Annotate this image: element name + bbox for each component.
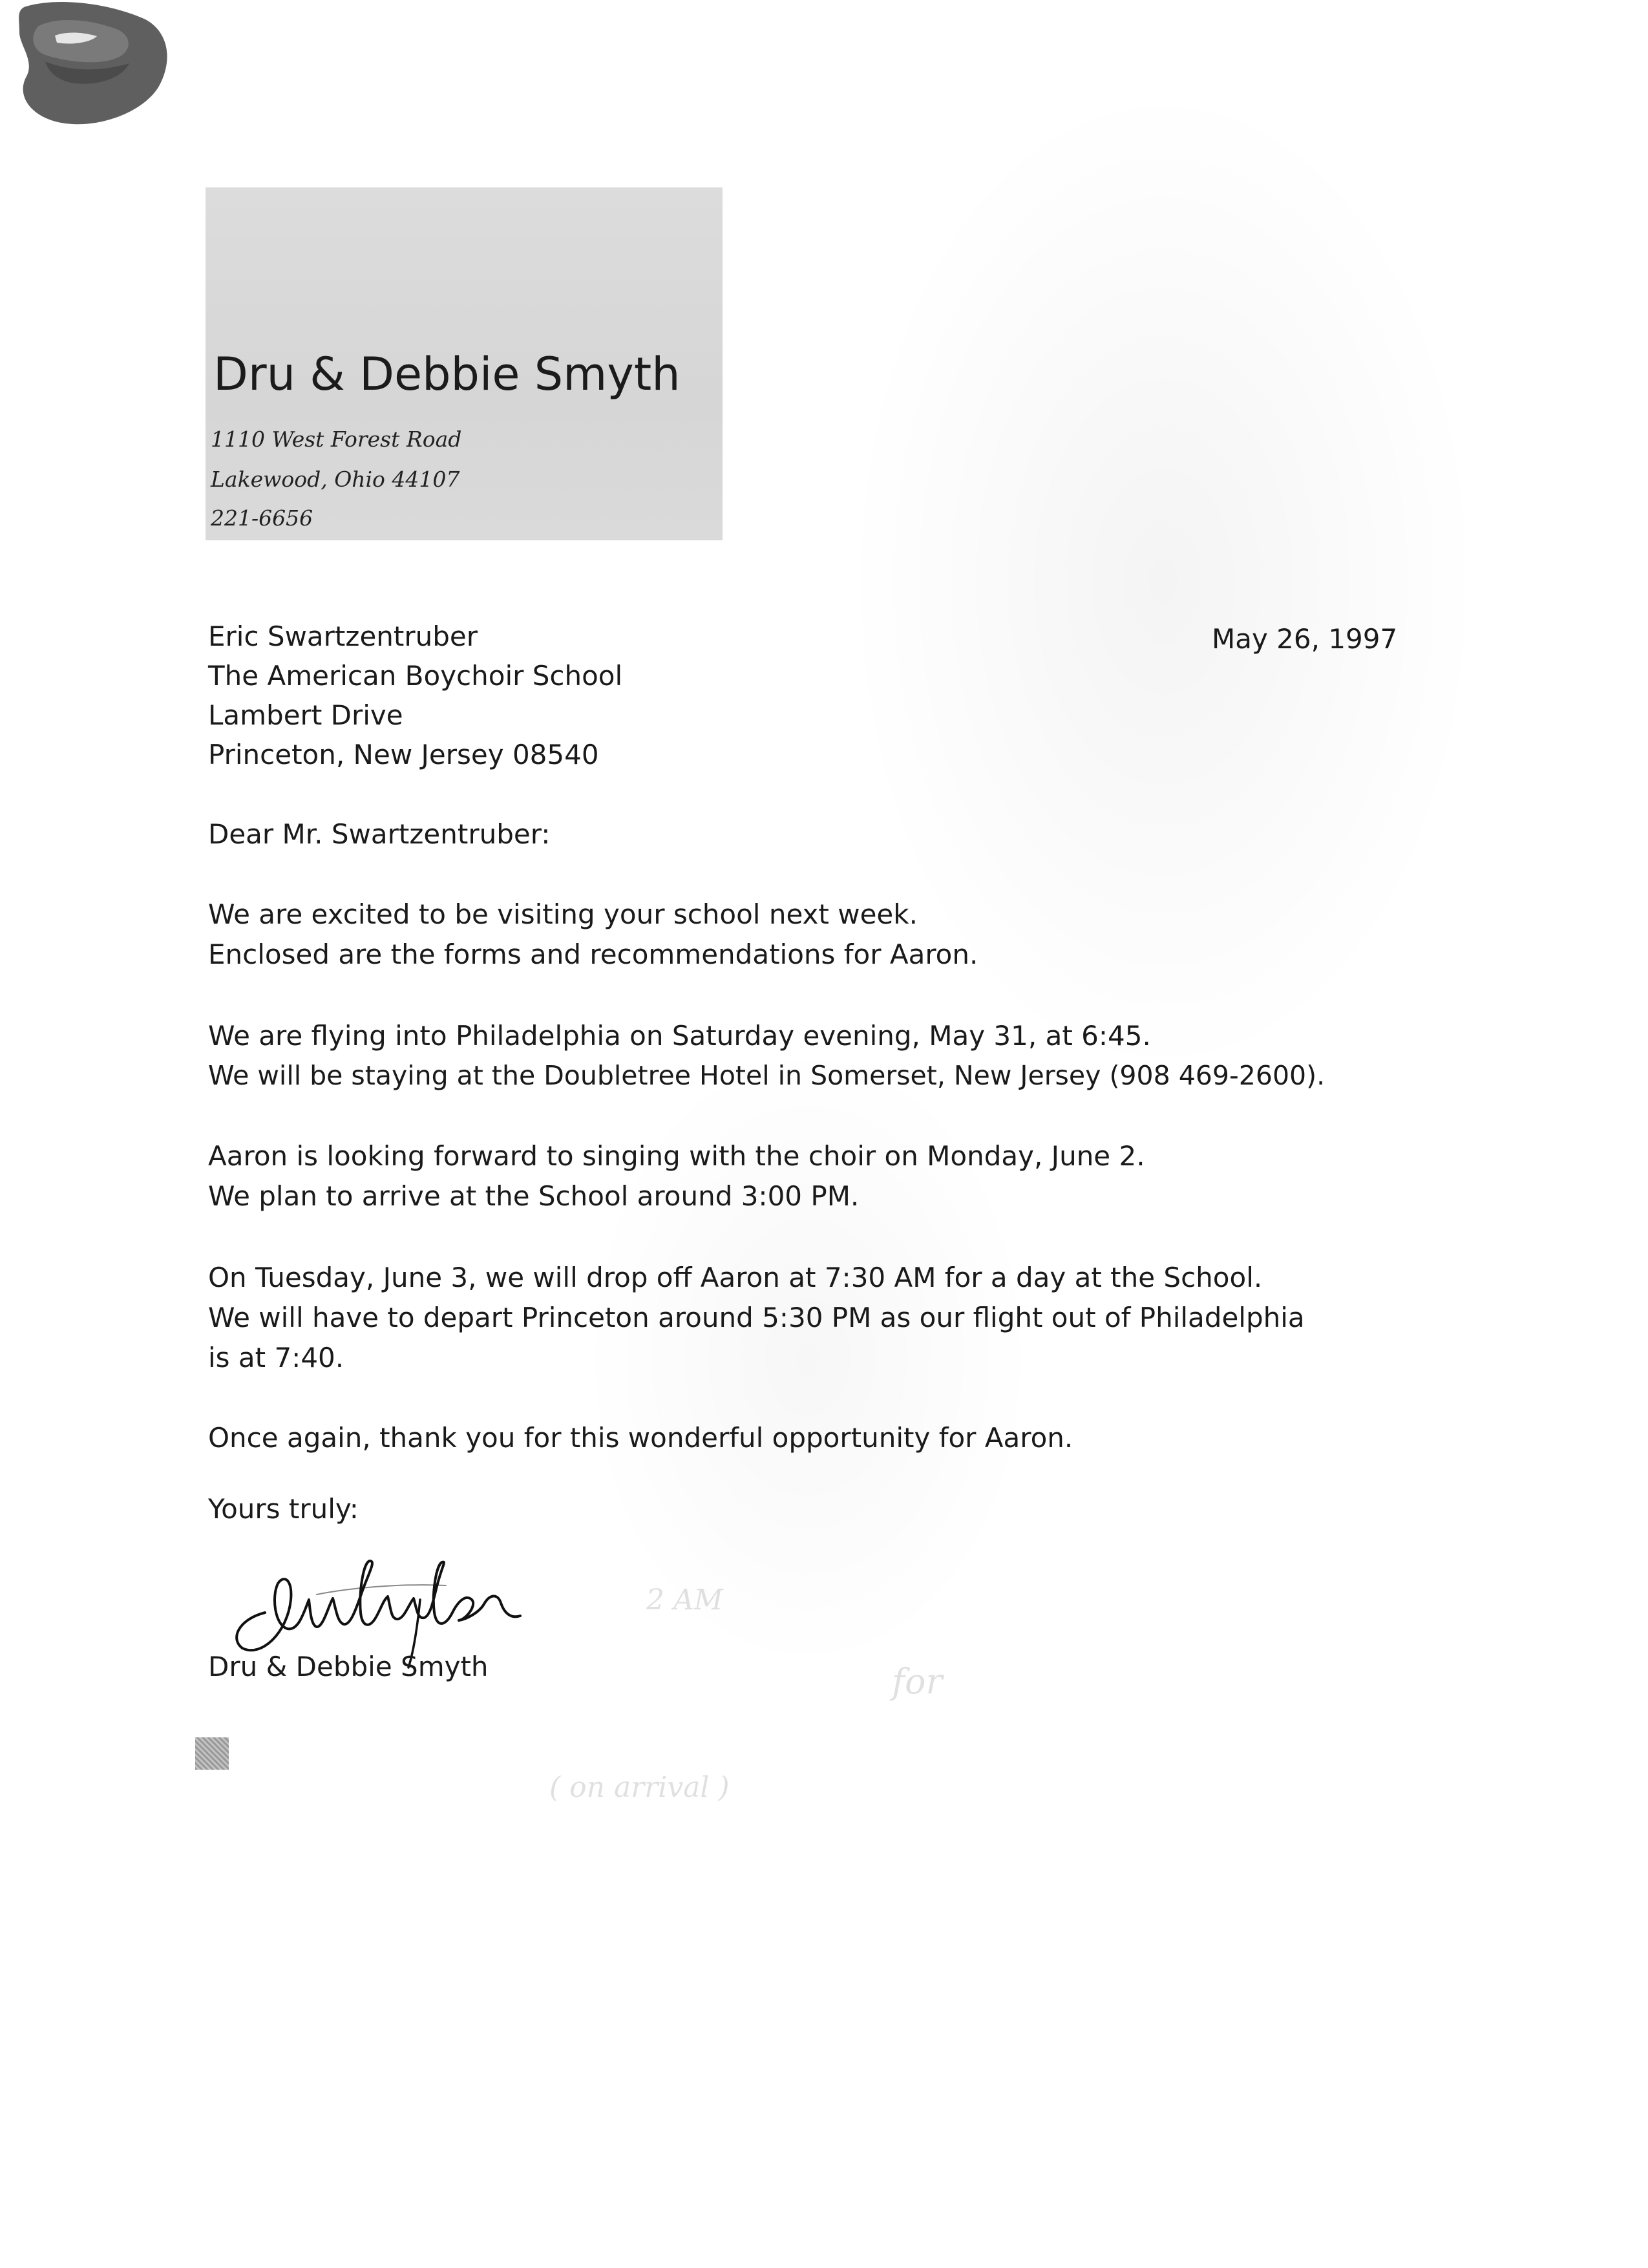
signature-name: Dru & Debbie Smyth xyxy=(208,1651,489,1682)
stain-mark xyxy=(0,0,174,129)
letterhead-phone: 221-6656 xyxy=(211,505,313,531)
bleed-through-line-3: ( on arrival ) xyxy=(549,1771,730,1804)
letterhead-name: Dru & Debbie Smyth xyxy=(213,348,681,401)
salutation: Dear Mr. Swartzentruber: xyxy=(208,818,551,850)
recipient-city: Princeton, New Jersey 08540 xyxy=(208,739,599,770)
body-paragraph-2-line-1: We are flying into Philadelphia on Saturday evening, May 31, at 6:45. xyxy=(208,1020,1151,1052)
body-paragraph-4-line-1: On Tuesday, June 3, we will drop off Aaron at 7:30 AM for a day at the School. xyxy=(208,1262,1263,1293)
body-paragraph-1-line-2: Enclosed are the forms and recommendations for Aaron. xyxy=(208,938,978,970)
bleed-through-line-2: for xyxy=(892,1661,943,1702)
recipient-street: Lambert Drive xyxy=(208,699,403,731)
closing: Yours truly: xyxy=(208,1493,359,1525)
body-paragraph-1-line-1: We are excited to be visiting your school next week. xyxy=(208,898,918,930)
body-paragraph-4-line-3: is at 7:40. xyxy=(208,1342,344,1373)
body-paragraph-3-line-2: We plan to arrive at the School around 3:00 PM. xyxy=(208,1180,860,1212)
recipient-name: Eric Swartzentruber xyxy=(208,620,478,652)
recipient-organization: The American Boychoir School xyxy=(208,660,623,692)
body-paragraph-3-line-1: Aaron is looking forward to singing with the choir on Monday, June 2. xyxy=(208,1140,1145,1172)
body-paragraph-4-line-2: We will have to depart Princeton around 5:30 PM as our flight out of Philadelphia xyxy=(208,1302,1305,1333)
bleed-through-line-1: 2 AM xyxy=(646,1584,723,1616)
body-paragraph-2-line-2: We will be staying at the Doubletree Hotel in Somerset, New Jersey (908 469-2600). xyxy=(208,1060,1326,1091)
letter-date: May 26, 1997 xyxy=(1212,623,1398,655)
letterhead-address-line1: 1110 West Forest Road xyxy=(211,427,462,452)
handwritten-signature xyxy=(226,1522,614,1671)
scan-marker-square xyxy=(195,1737,229,1770)
body-paragraph-5-line-1: Once again, thank you for this wonderful opportunity for Aaron. xyxy=(208,1422,1073,1454)
letterhead-address-line2: Lakewood, Ohio 44107 xyxy=(211,467,460,492)
